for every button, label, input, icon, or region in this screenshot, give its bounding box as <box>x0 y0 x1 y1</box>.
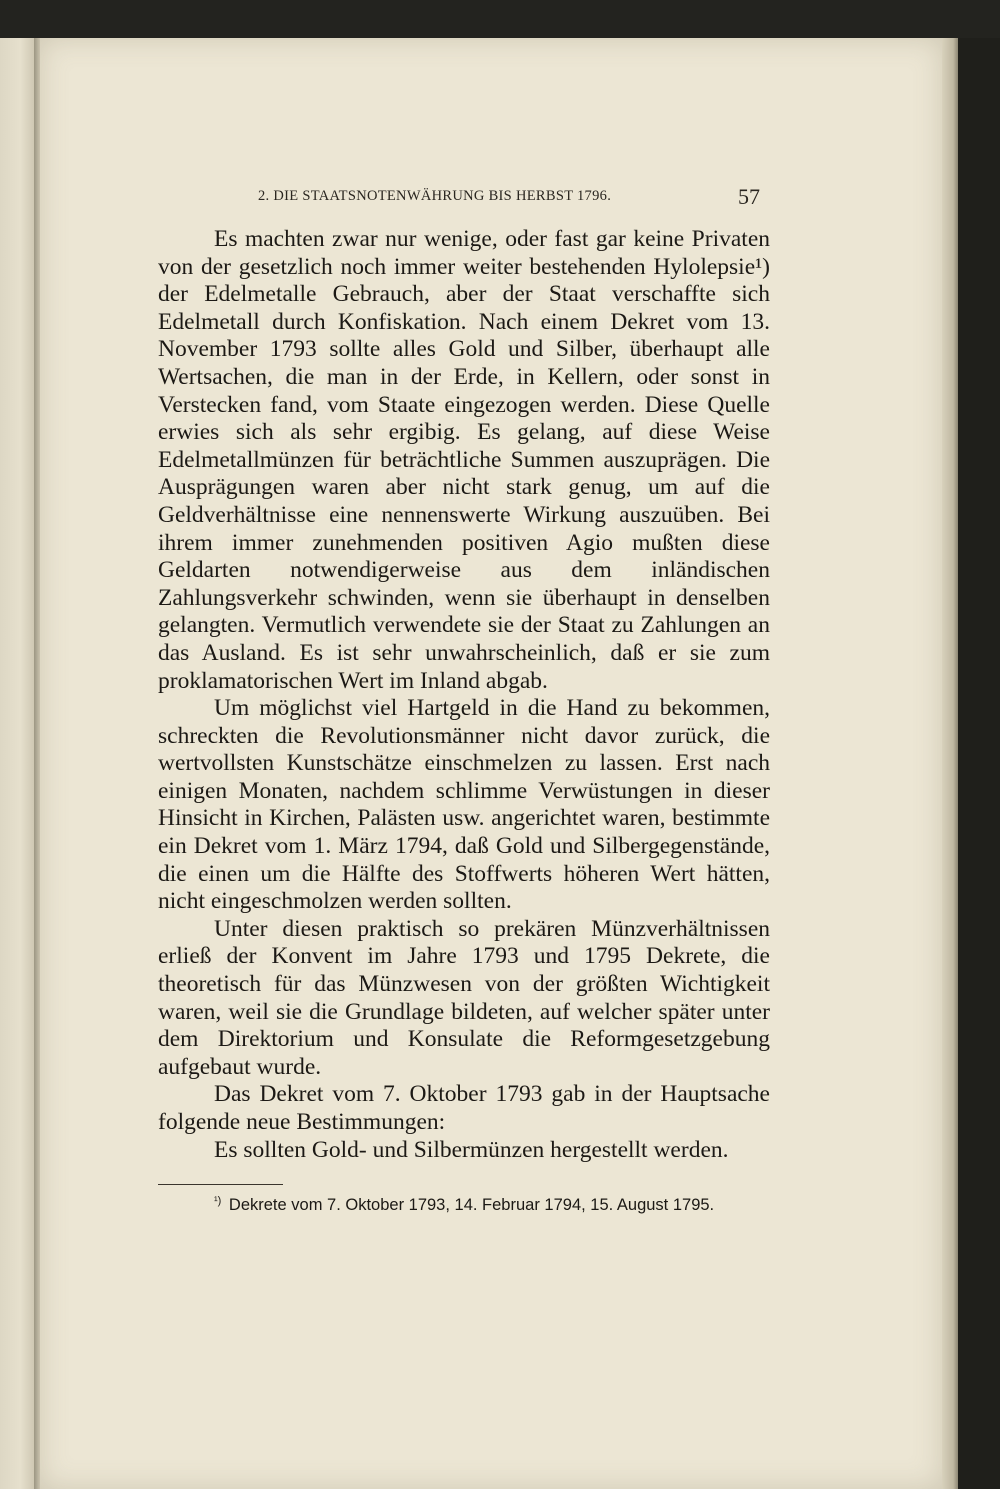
footnote-rule <box>158 1184 283 1185</box>
page-fore-edge <box>942 38 958 1489</box>
running-head: 2. DIE STAATSNOTENWÄHRUNG BIS HERBST 1796. <box>258 188 612 204</box>
paragraph: Unter diesen praktisch so prekären Münzverhältnissen erließ der Konvent im Jahre 1793 und 1795 Dekrete, die theoretisch für das Münzwesen von der größten Wichtigkeit waren, weil sie die Grundlage bildeten, auf welcher später unter dem Direktorium und Konsulate die Reformgesetzgebung aufgebaut wurde. <box>158 915 770 1080</box>
paragraph: Es sollten Gold- und Silbermünzen hergestellt werden. <box>214 1136 729 1163</box>
footnote-text: Dekrete vom 7. Oktober 1793, 14. Februar 1794, 15. August 1795. <box>228 1196 715 1214</box>
left-page-edge <box>0 38 34 1489</box>
footnote <box>214 1195 774 1215</box>
body-text <box>158 226 770 1164</box>
scan-top-border <box>0 0 1000 38</box>
paragraph: Das Dekret vom 7. Oktober 1793 gab in der Hauptsache folgende neue Bestimmungen: <box>158 1081 770 1135</box>
page-number: 57 <box>738 184 760 209</box>
footnote-marker: ¹) <box>214 1195 222 1207</box>
paragraph: Es machten zwar nur wenige, oder fast gar keine Privaten von der gesetzlich noch immer weiter bestehenden Hylolepsie¹) der Edelmetalle Gebrauch, aber der Staat verschaffte sich Edelmetall durch Konfiskation. Nach einem Dekret vom 13. November 1793 sollte alles Gold und Silber, überhaupt alle Wertsachen, die man in der Erde, in Kellern, oder sonst in Verstecken fand, vom Staate eingezogen werden. Diese Quelle erwies sich als sehr ergibig. Es gelang, auf diese Weise Edelmetallmünzen für beträchtliche Summen auszuprägen. Die Ausprägungen waren aber nicht stark genug, um auf die Geldverhältnisse eine nennenswerte Wirkung auszuüben. Bei ihrem immer zunehmenden positiven Agio mußten diese Geldarten notwendigerweise aus dem inländischen Zahlungsverkehr schwinden, wenn sie überhaupt in denselben gelangten. Vermutlich verwendete sie der Staat zu Zahlungen an das Ausland. Es ist sehr unwahrscheinlich, daß er sie zum proklamatorischen Wert im Inland abgab. <box>158 226 770 694</box>
paragraph: Um möglichst viel Hartgeld in die Hand zu bekommen, schreckten die Revolutionsmänner nicht davor zurück, die wertvollsten Kunstschätze einschmelzen zu lassen. Erst nach einigen Monaten, nachdem schlimme Verwüstungen in dieser Hinsicht in Kirchen, Palästen usw. angerichtet waren, bestimmte ein Dekret vom 1. März 1794, daß Gold und Silbergegenstände, die einen um die Hälfte des Stoffwerts höheren Wert hätten, nicht eingeschmolzen werden sollten. <box>158 695 770 915</box>
